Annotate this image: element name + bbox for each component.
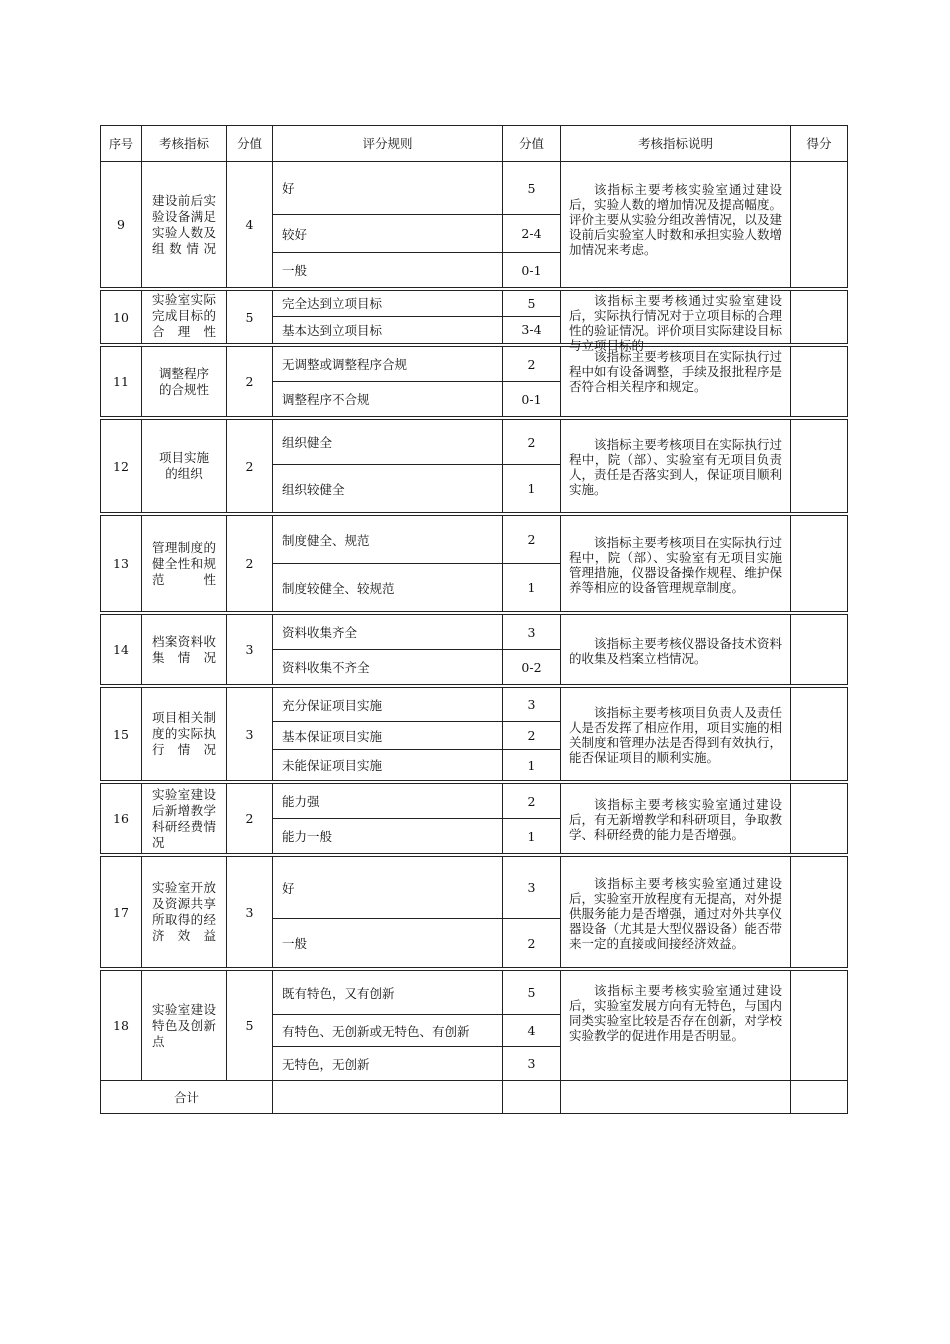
rule-score-cell: 3 xyxy=(503,615,561,650)
rule-cell: 基本达到立项目标 xyxy=(273,316,503,343)
rule-cell: 好 xyxy=(273,162,503,215)
score-input-cell[interactable] xyxy=(791,516,848,612)
description-cell: 该指标主要考核项目在实际执行过程中，院（部）、实验室有无项目实施管理措施，仪器设备操作规程、维护保养等相应的设备管理规章制度。 xyxy=(561,516,791,612)
rule-cell: 能力一般 xyxy=(273,819,503,854)
header-rule-score: 分值 xyxy=(503,126,561,162)
row-number: 16 xyxy=(101,784,142,854)
indicator-text: 项目实施的组织 xyxy=(158,450,209,481)
score-input-cell[interactable] xyxy=(791,784,848,854)
row-number: 13 xyxy=(101,516,142,612)
indicator-cell: 项目相关制度的实际执行情况 xyxy=(142,688,227,781)
max-score-cell: 3 xyxy=(227,688,273,781)
header-row xyxy=(101,126,848,162)
row-number: 18 xyxy=(101,971,142,1081)
indicator-cell: 建设前后实验设备满足实验人数及组数情况 xyxy=(142,162,227,288)
rule-cell: 组织较健全 xyxy=(273,465,503,513)
rule-cell: 资料收集齐全 xyxy=(273,615,503,650)
rule-score-cell: 2 xyxy=(503,516,561,564)
description-cell: 该指标主要考核实验室通过建设后，有无新增教学和科研项目，争取教学、科研经费的能力是否增强。 xyxy=(561,784,791,854)
table-row xyxy=(101,420,848,465)
max-score-cell: 2 xyxy=(227,784,273,854)
header-result: 得分 xyxy=(791,126,848,162)
rule-score-cell: 3 xyxy=(503,857,561,919)
max-score-cell: 2 xyxy=(227,420,273,513)
description-cell xyxy=(561,291,791,353)
table-body xyxy=(101,162,848,1114)
rule-cell: 既有特色，又有创新 xyxy=(273,971,503,1015)
rule-score-cell: 1 xyxy=(503,465,561,513)
indicator-cell xyxy=(142,347,227,417)
header-indicator: 考核指标 xyxy=(142,126,227,162)
max-score-cell: 3 xyxy=(227,857,273,968)
description-cell: 该指标主要考核项目在实际执行过程中，院（部）、实验室有无项目负责人，责任是否落实到人，保证项目顺利实施。 xyxy=(561,420,791,513)
score-input-cell[interactable] xyxy=(791,857,848,968)
max-score-cell: 3 xyxy=(227,615,273,685)
rule-score-cell: 5 xyxy=(503,162,561,215)
row-number: 14 xyxy=(101,615,142,685)
total-rule-cell xyxy=(273,1081,503,1114)
rule-score-cell: 0-1 xyxy=(503,382,561,417)
rule-cell: 好 xyxy=(273,857,503,919)
description-cell: 该指标主要考核仪器设备技术资料的收集及档案立档情况。 xyxy=(561,615,791,685)
max-score-cell: 2 xyxy=(227,516,273,612)
header-seq: 序号 xyxy=(101,126,142,162)
rule-score-cell: 1 xyxy=(503,750,561,781)
table-row xyxy=(101,291,848,317)
rule-cell: 制度较健全、较规范 xyxy=(273,564,503,612)
indicator-cell: 实验室建设后新增教学科研经费情况 xyxy=(142,784,227,854)
total-score-cell[interactable] xyxy=(503,1081,561,1114)
row-number: 15 xyxy=(101,688,142,781)
table-row xyxy=(101,688,848,722)
rule-score-cell: 2 xyxy=(503,784,561,819)
rule-cell: 较好 xyxy=(273,215,503,253)
evaluation-table-sheet xyxy=(100,125,847,1114)
header-description: 考核指标说明 xyxy=(561,126,791,162)
description-cell: 该指标主要考核实验室通过建设后，实验室发展方向有无特色，与国内同类实验室比较是否存在创新，对学校实验教学的促进作用是否明显。 xyxy=(561,971,791,1081)
rule-score-cell: 2 xyxy=(503,722,561,750)
rule-score-cell: 3 xyxy=(503,688,561,722)
table-row xyxy=(101,162,848,215)
rule-cell: 有特色、无创新或无特色、有创新 xyxy=(273,1015,503,1047)
table-row xyxy=(101,516,848,564)
row-number: 17 xyxy=(101,857,142,968)
table-row xyxy=(101,784,848,819)
row-number: 12 xyxy=(101,420,142,513)
total-label: 合计 xyxy=(101,1081,273,1114)
table-row xyxy=(101,971,848,1015)
score-input-cell[interactable] xyxy=(791,162,848,288)
rule-score-cell: 1 xyxy=(503,819,561,854)
rule-score-cell: 0-1 xyxy=(503,253,561,288)
total-row xyxy=(101,1081,848,1114)
rule-cell: 组织健全 xyxy=(273,420,503,465)
score-input-cell[interactable] xyxy=(791,347,848,417)
max-score-cell: 4 xyxy=(227,162,273,288)
evaluation-table xyxy=(100,125,848,1114)
rule-cell: 制度健全、规范 xyxy=(273,516,503,564)
indicator-cell: 管理制度的健全性和规范性 xyxy=(142,516,227,612)
score-input-cell[interactable] xyxy=(791,971,848,1081)
rule-score-cell: 2 xyxy=(503,347,561,382)
table-row xyxy=(101,857,848,919)
indicator-cell: 实验室建设特色及创新点 xyxy=(142,971,227,1081)
table-row xyxy=(101,347,848,382)
description-cell: 该指标主要考核实验室通过建设后，实验室开放程度有无提高，对外提供服务能力是否增强，通过对外共享仪器设备（尤其是大型仪器设备）能否带来一定的直接或间接经济效益。 xyxy=(561,857,791,968)
rule-score-cell: 4 xyxy=(503,1015,561,1047)
rule-cell: 一般 xyxy=(273,253,503,288)
rule-score-cell: 5 xyxy=(503,971,561,1015)
rule-score-cell: 2 xyxy=(503,919,561,968)
rule-score-cell: 0-2 xyxy=(503,650,561,685)
description-text: 该指标主要考核通过实验室建设后，实际执行情况对于立项目标的合理性的验证情况。评价项目实际建设目标与立项目标的 xyxy=(569,293,782,353)
score-input-cell[interactable] xyxy=(791,615,848,685)
row-number: 9 xyxy=(101,162,142,288)
indicator-cell: 实验室开放及资源共享所取得的经济效益 xyxy=(142,857,227,968)
rule-cell: 无调整或调整程序合规 xyxy=(273,347,503,382)
score-input-cell[interactable] xyxy=(791,420,848,513)
table-row xyxy=(101,615,848,650)
row-number: 11 xyxy=(101,347,142,417)
total-description-cell xyxy=(561,1081,791,1114)
rule-score-cell: 2 xyxy=(503,420,561,465)
header-score: 分值 xyxy=(227,126,273,162)
indicator-text: 实验室实际完成目标的合理性 xyxy=(152,292,216,339)
indicator-cell xyxy=(142,291,227,344)
rule-score-cell: 3-4 xyxy=(503,316,561,343)
max-score-cell: 5 xyxy=(227,291,273,344)
rule-cell: 充分保证项目实施 xyxy=(273,688,503,722)
rule-cell: 完全达到立项目标 xyxy=(273,291,503,317)
description-cell: 该指标主要考核项目负责人及责任人是否发挥了相应作用，项目实施的相关制度和管理办法是否得到有效执行，能否保证项目的顺利实施。 xyxy=(561,688,791,781)
description-cell: 该指标主要考核实验室通过建设后，实验人数的增加情况及提高幅度。评价主要从实验分组改善情况，以及建设前后实验室人时数和承担实验人数增加情况来考虑。 xyxy=(561,162,791,288)
rule-score-cell: 1 xyxy=(503,564,561,612)
max-score-cell: 2 xyxy=(227,347,273,417)
indicator-cell: 档案资料收集情况 xyxy=(142,615,227,685)
rule-score-cell: 3 xyxy=(503,1047,561,1081)
row-number: 10 xyxy=(101,291,142,344)
rule-cell: 未能保证项目实施 xyxy=(273,750,503,781)
rule-cell: 资料收集不齐全 xyxy=(273,650,503,685)
score-input-cell[interactable] xyxy=(791,688,848,781)
header-rule: 评分规则 xyxy=(273,126,503,162)
total-result-cell[interactable] xyxy=(791,1081,848,1114)
indicator-cell xyxy=(142,420,227,513)
max-score-cell: 5 xyxy=(227,971,273,1081)
rule-score-cell: 5 xyxy=(503,291,561,317)
rule-score-cell: 2-4 xyxy=(503,215,561,253)
score-input-cell[interactable] xyxy=(791,291,848,344)
rule-cell: 基本保证项目实施 xyxy=(273,722,503,750)
indicator-text: 调整程序的合规性 xyxy=(158,365,209,397)
rule-cell: 调整程序不合规 xyxy=(273,382,503,417)
rule-cell: 能力强 xyxy=(273,784,503,819)
rule-cell: 一般 xyxy=(273,919,503,968)
rule-cell: 无特色，无创新 xyxy=(273,1047,503,1081)
description-cell: 该指标主要考核项目在实际执行过程中如有设备调整，手续及报批程序是否符合相关程序和规定。 xyxy=(561,347,791,417)
